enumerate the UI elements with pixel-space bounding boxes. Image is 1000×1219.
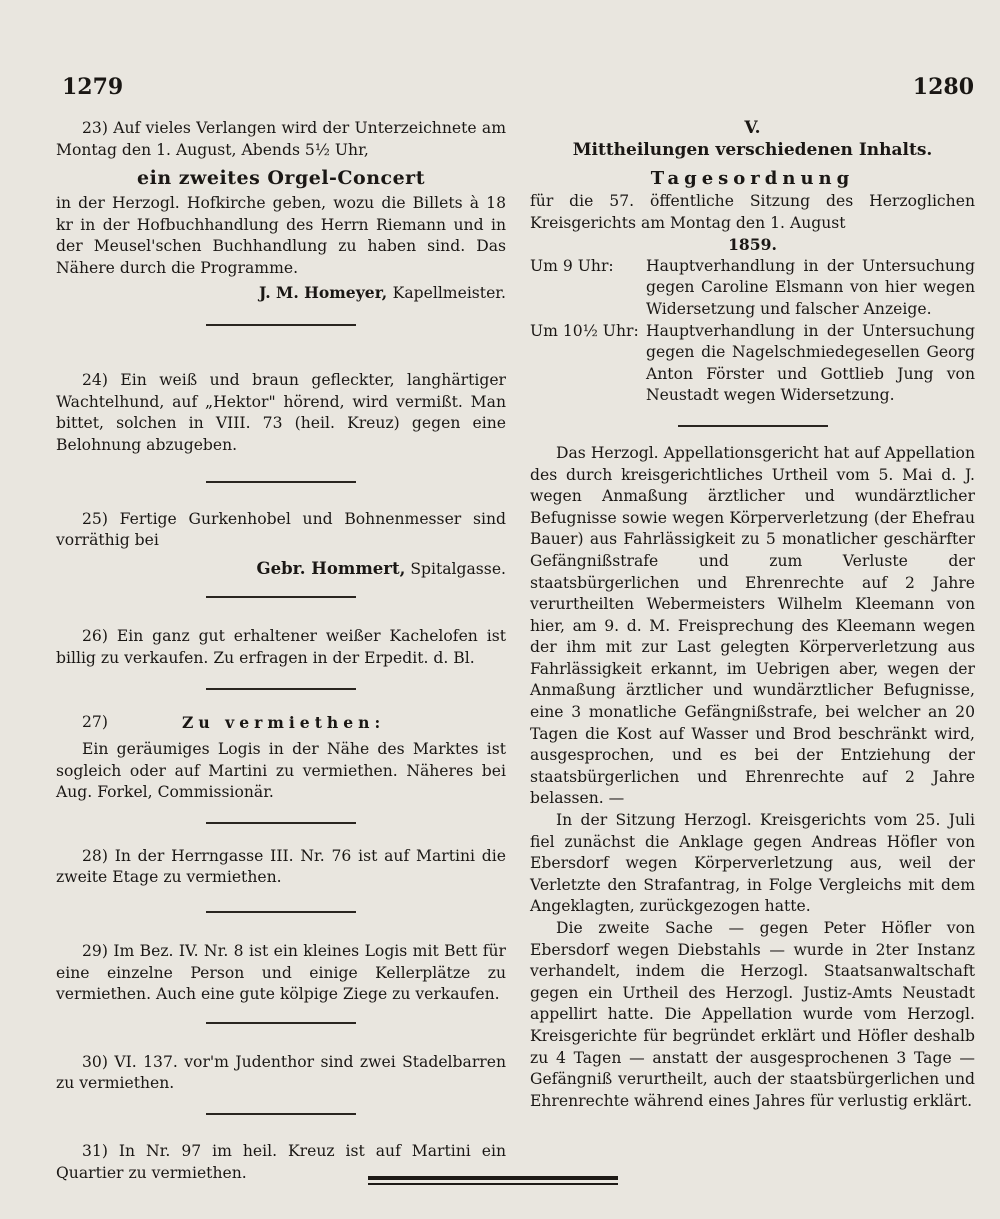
divider — [206, 688, 356, 690]
divider — [206, 481, 356, 483]
agenda-item: Hauptverhandlung in der Untersuchung gegen Caroline Elsmann von hier wegen Widersetzung und falscher Anzeige. — [646, 256, 975, 318]
ad-31-text: 31) In Nr. 97 im heil. Kreuz ist auf Martini ein Quartier zu vermiethen. — [56, 1142, 506, 1182]
firm-place: Spitalgasse. — [410, 559, 506, 578]
agenda-year: 1859. — [728, 235, 777, 255]
divider — [206, 1022, 356, 1024]
page-number-left: 1279 — [62, 74, 124, 100]
divider — [206, 596, 356, 598]
ad-29-text: 29) Im Bez. IV. Nr. 8 ist ein kleines Logis mit Bett für eine einzelne Person und einige Kellerplätze zu vermiethen. Auch eine gute kölpige Ziege zu verkaufen. — [56, 942, 506, 1004]
agenda-intro: für die 57. öffentliche Sitzung des Herzoglichen Kreisgerichts am Montag den 1. August — [530, 192, 975, 232]
ad-27 — [56, 712, 506, 804]
left-column — [56, 118, 506, 1192]
firm-name: Gebr. Hommert, — [256, 558, 406, 578]
ad-23 — [56, 118, 506, 304]
ad-23-details: in der Herzogl. Hofkirche geben, wozu die Billets à 18 kr in der Hofbuchhandlung des Herrn Riemann und in der Meusel'schen Buchhandlung zu haben sind. Das Nähere durch die Programme. — [56, 194, 506, 277]
ad-27-text: Ein geräumiges Logis in der Nähe des Marktes ist sogleich oder auf Martini zu vermiethen. Näheres bei Aug. Forkel, Commissionär. — [56, 740, 506, 802]
ad-23-signature — [56, 282, 506, 305]
signature-name: J. M. Homeyer, — [259, 282, 388, 302]
ad-24 — [56, 370, 506, 456]
ad-25-text: 25) Fertige Gurkenhobel und Bohnenmesser sind vorräthig bei — [56, 509, 506, 550]
agenda-item: Hauptverhandlung in der Untersuchung gegen die Nagelschmiedegesellen Georg Anton Förster und Gottlieb Jung von Neustadt wegen Widersetzung. — [646, 321, 975, 405]
divider — [206, 822, 356, 824]
page-number-right: 1280 — [912, 74, 974, 100]
ad-24-text: 24) Ein weiß und braun gefleckter, langhärtiger Wachtelhund, auf „Hektor" hörend, wird vermißt. Man bittet, solchen in VIII. 73 (heil. Kreuz) gegen eine Belohnung abzugeben. — [56, 371, 506, 454]
divider — [206, 911, 356, 913]
divider — [206, 1113, 356, 1115]
ad-23-text: 23) Auf vieles Verlangen wird der Unterzeichnete am Montag den 1. August, Abends 5½ Uhr, — [56, 119, 506, 159]
section-title: Mittheilungen verschiedenen Inhalts. — [572, 140, 933, 160]
section-number: V. — [744, 118, 761, 138]
ad-27-number: 27) — [82, 712, 108, 731]
ad-27-heading-line — [56, 712, 506, 734]
divider — [206, 324, 356, 326]
ad-25 — [56, 509, 506, 581]
right-column — [530, 118, 975, 1112]
agenda-list — [530, 256, 975, 407]
court-report-1: Das Herzogl. Appellationsgericht hat auf Appellation des durch kreisgerichtliches Urtheil vom 5. Mai d. J. wegen Anmaßung ärztlicher und wundärztlicher Befugnisse sowie wegen Körperverletzung (der Ehefrau Bauer) aus Fahrlässigkeit zu 5 monatlicher geschärfter Gefängnißstrafe und zum Verluste der staatsbürgerlichen und Ehrenrechte auf 2 Jahre verurtheilten Webermeisters Wilhelm Kleemann von hier, am 9. d. M. Freisprechung des Kleemann wegen der ihm mit zur Last gelegten Körperverletzung aus Fahrlässigkeit erkannt, im Uebrigen aber, wegen der Anmaßung ärztlicher und wundärztlicher Befugnisse, eine 3 monatliche Gefängnißstrafe, bei welcher an 20 Tagen die Kost auf Wasser und Brod beschränkt wird, ausgesprochen, und es bei der Entziehung der staatsbürgerlichen und Ehrenrechte auf 2 Jahre belassen. — — [530, 443, 975, 808]
ad-26 — [56, 626, 506, 669]
ad-29 — [56, 941, 506, 1006]
agenda-time: Um 9 Uhr: — [530, 256, 614, 275]
divider — [678, 425, 828, 427]
agenda-title: Tagesordnung — [650, 168, 855, 189]
ad-28-text: 28) In der Herrngasse III. Nr. 76 ist auf Martini die zweite Etage zu vermiethen. — [56, 846, 506, 887]
ad-23-headline: ein zweites Orgel-Concert — [137, 167, 425, 190]
court-report-3: Die zweite Sache — gegen Peter Höfler von Ebersdorf wegen Diebstahls — wurde in 2ter Instanz verhandelt, indem die Herzogl. Staatsanwaltschaft gegen ein Urtheil des Herzogl. Justiz-Amts Neustadt appellirt hatte. Die Appellation wurde vom Herzogl. Kreisgerichte für begründet erklärt und Höfler deshalb zu 4 Tagen — anstatt der ausgesprochenen 3 Tage — Gefängniß verurtheilt, auch der staatsbürgerlichen und Ehrenrechte während eines Jahres für verlustig erklärt. — [530, 919, 975, 1110]
court-report-2: In der Sitzung Herzogl. Kreisgerichts vom 25. Juli fiel zunächst die Anklage gegen Andreas Höfler von Ebersdorf wegen Körperverletzung aus, weil der Verletzte den Strafantrag, in Folge Vergleichs mit dem Angeklagten, zurückgezogen hatte. — [530, 811, 975, 916]
ad-30 — [56, 1052, 506, 1095]
ad-26-text: 26) Ein ganz gut erhaltener weißer Kachelofen ist billig zu verkaufen. Zu erfragen in der Erpedit. d. Bl. — [56, 627, 506, 667]
closing-rule-thin — [368, 1183, 618, 1185]
ad-28 — [56, 846, 506, 889]
signature-title: Kapellmeister. — [392, 283, 506, 302]
agenda-time: Um 10½ Uhr: — [530, 321, 639, 340]
ad-25-firm — [56, 558, 506, 581]
ad-27-heading: Zu vermiethen: — [182, 712, 386, 732]
closing-rule — [368, 1176, 618, 1180]
ad-30-text: 30) VI. 137. vor'm Judenthor sind zwei Stadelbarren zu vermiethen. — [56, 1052, 506, 1093]
